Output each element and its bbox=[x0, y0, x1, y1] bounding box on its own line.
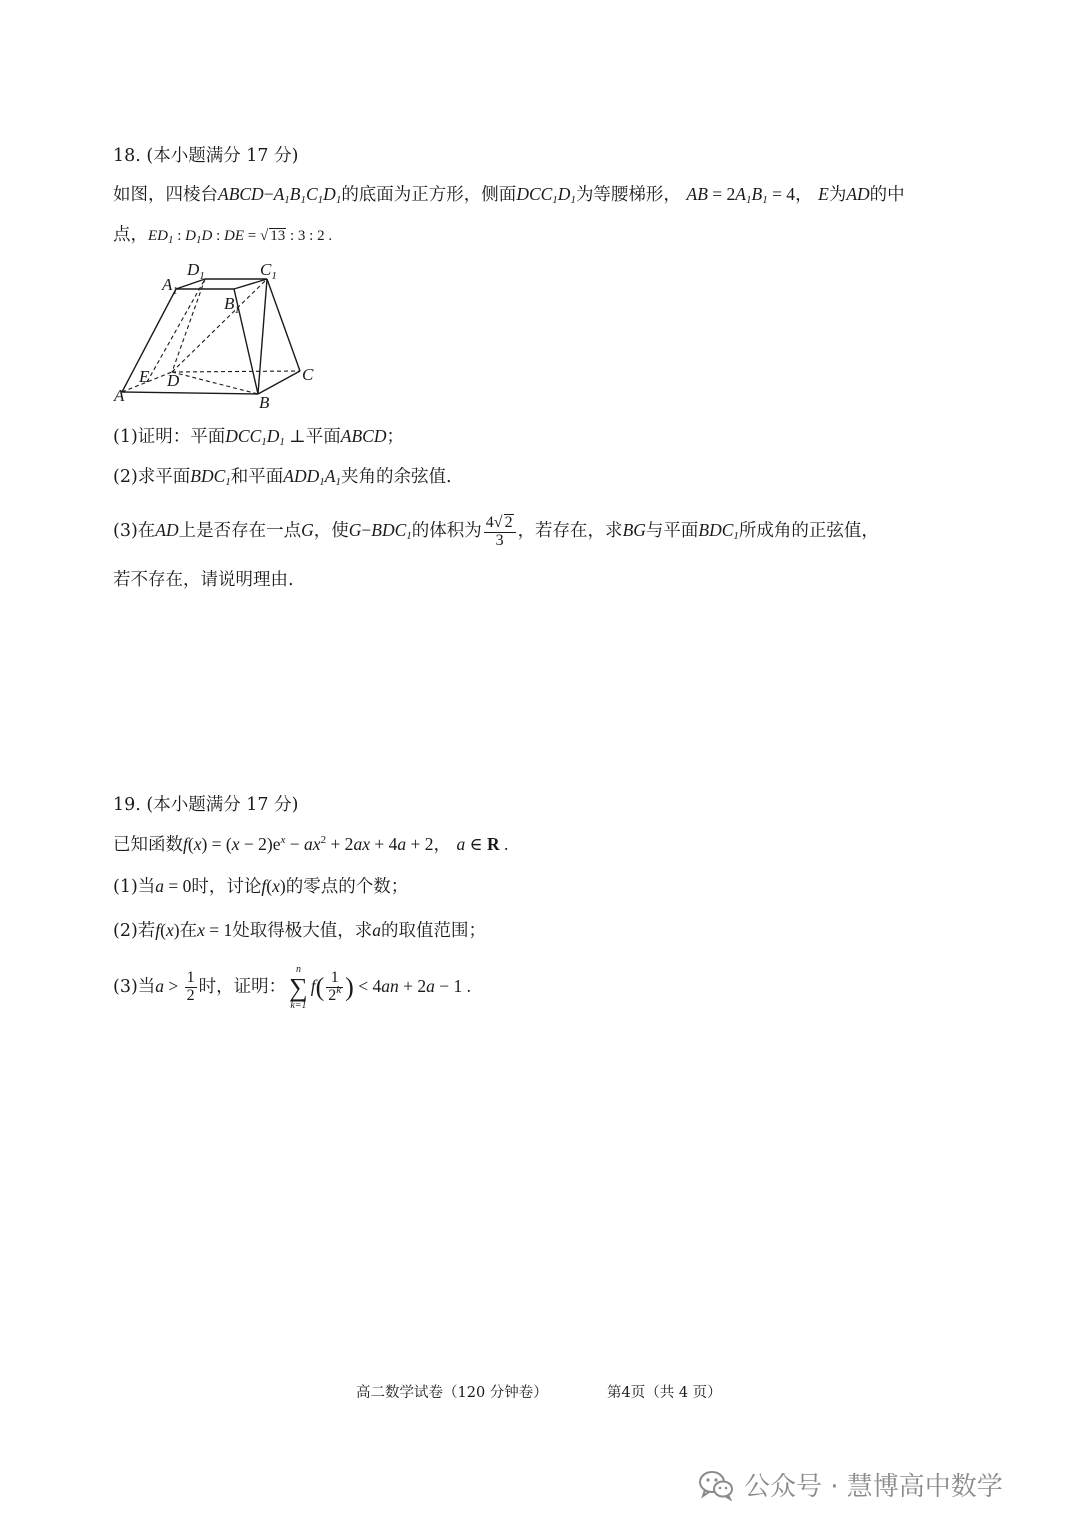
label-D: D bbox=[167, 371, 180, 390]
q18-part-1: (1)证明：平面$DCC_1D_1$ ⊥平面ABCD； bbox=[113, 426, 404, 448]
q19-part-3: (3)当a > $\frac{1}{2}$ 时，证明： n ∑ k=1 f( $\frac{1}{2^k}$ ) < 4an + 2a − 1 . bbox=[113, 963, 471, 1011]
q18-part-2: (2)求平面$BDC_1$和平面$ADD_1A_1$夹角的余弦值. bbox=[113, 466, 452, 488]
q19-part-2: (2)若f(x)在x = 1处取得极大值，求a的取值范围； bbox=[113, 920, 487, 941]
q19-part-1: (1)当a = 0时，讨论f(x)的零点的个数； bbox=[113, 876, 409, 897]
label-A1: $A_1$ bbox=[162, 275, 178, 297]
q18-part-3-line-2: 若不存在，请说明理由. bbox=[113, 570, 294, 590]
watermark-text: 公众号 · 慧博高中数学 bbox=[744, 1472, 1003, 1502]
q19-header: 19. (本小题满分 17 分) bbox=[113, 795, 299, 815]
label-C1: $C_1$ bbox=[260, 260, 277, 282]
q19-intro: 已知函数$f(x) = (x - 2)e^x - ax^2 + 2ax + 4a + 2$， a ∈ R . bbox=[113, 834, 509, 855]
label-B1: $B_1$ bbox=[224, 294, 240, 316]
frustum-figure bbox=[110, 260, 340, 415]
q18-intro-line-2: 点，$ED_1$ : $D_1D$ : DE = √ 13 : 3 : 2 . bbox=[113, 225, 333, 246]
label-D1: $D_1$ bbox=[187, 260, 205, 282]
q18-part-3: (3)在AD上是否存在一点G，使$G-BDC_1$的体积为 $\frac{4√ 2}{3}$ ，若存在，求BG与平面$BDC_1$所成角的正弦值， bbox=[113, 513, 879, 549]
label-E: E bbox=[139, 367, 150, 386]
footer-page-number: 第4页（共 4 页） bbox=[607, 1385, 722, 1401]
wechat-icon bbox=[698, 1469, 734, 1501]
label-A: A bbox=[114, 386, 125, 405]
label-C: C bbox=[302, 365, 314, 384]
q18-intro-line-1: 如图，四棱台$ABCD-A_1B_1C_1D_1$的底面为正方形，侧面$DCC_1D_1$为等腰梯形， AB = $2A_1B_1 = 4$， E为AD的中 bbox=[113, 184, 905, 206]
q18-header: 18. (本小题满分 17 分) bbox=[113, 146, 299, 166]
label-B: B bbox=[259, 393, 270, 412]
footer-exam-title: 高二数学试卷（120 分钟卷） bbox=[356, 1385, 548, 1401]
watermark bbox=[698, 1466, 1003, 1503]
